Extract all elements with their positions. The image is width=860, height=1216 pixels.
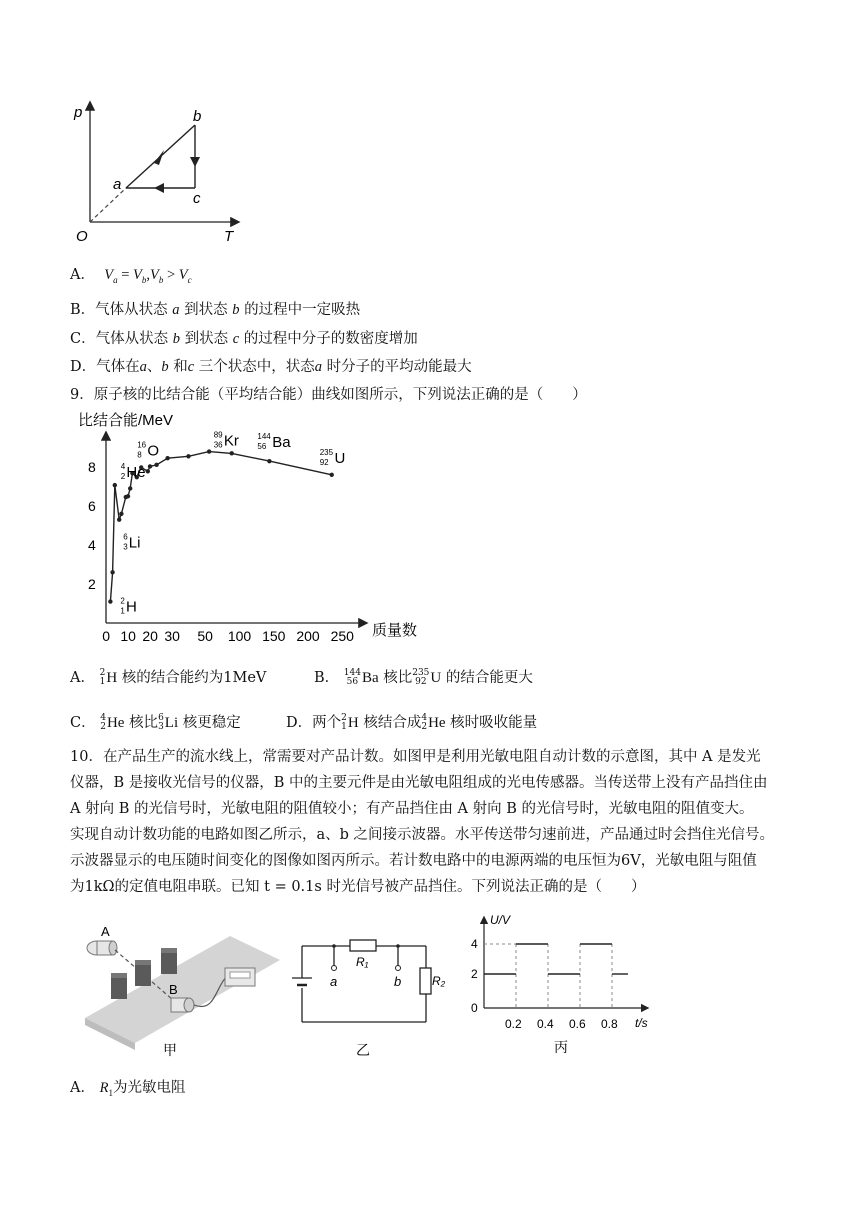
data-point xyxy=(148,464,152,468)
data-point xyxy=(165,456,169,460)
y-tick-label: 8 xyxy=(88,459,96,475)
nuclide-label-o xyxy=(137,440,159,459)
mass-number: 2 xyxy=(120,596,125,606)
nuclide-label-kr xyxy=(214,430,239,449)
label-a: A xyxy=(101,924,110,939)
x-tick-label: 30 xyxy=(164,628,180,644)
product-2 xyxy=(135,960,151,986)
element-symbol: Ba xyxy=(272,434,291,452)
q9-stem: 9．原子核的比结合能（平均结合能）曲线如图所示，下列说法正确的是（ ） xyxy=(70,387,587,403)
receiver-b xyxy=(171,998,194,1012)
arrow-b-c xyxy=(190,157,200,167)
pt-diagram xyxy=(68,95,248,250)
data-point xyxy=(117,517,121,521)
y-tick-4: 4 xyxy=(471,937,478,951)
x-tick-0.4: 0.4 xyxy=(537,1017,554,1031)
u-axis-label: U/V xyxy=(490,913,511,927)
mass-number: 6 xyxy=(123,532,128,542)
q8-option-c: C．气体从状态 b 到状态 c 的过程中分子的数密度增加 xyxy=(70,331,418,347)
x-tick-0.8: 0.8 xyxy=(601,1017,618,1031)
r1-symbol: $R_1$ xyxy=(99,1080,113,1098)
data-point xyxy=(186,454,190,458)
dashed-extension xyxy=(90,188,126,222)
q8-option-a-formula: $V_a = V_b,V_b > V_c$ xyxy=(104,267,192,285)
y-axis-label: 比结合能/MeV xyxy=(78,412,174,429)
p-label: p xyxy=(74,104,83,121)
nuclide-he4-d: 4 2 He xyxy=(421,713,446,732)
arrow-c-a xyxy=(154,183,164,193)
fig-jia-conveyor xyxy=(75,918,290,1058)
data-point xyxy=(113,483,117,487)
y-tick-label: 6 xyxy=(88,498,96,514)
data-point xyxy=(146,469,150,473)
arrow-a-b xyxy=(154,150,164,165)
atomic-number: 1 xyxy=(120,606,125,616)
y-tick-label: 4 xyxy=(88,537,96,553)
label-r2: R₂ xyxy=(432,974,446,988)
x-tick-0.6: 0.6 xyxy=(569,1017,586,1031)
element-symbol: O xyxy=(147,442,160,460)
nuclide-label-ba xyxy=(257,432,291,451)
mass-number: 4 xyxy=(120,462,126,472)
data-point xyxy=(110,570,114,574)
voltage-signal xyxy=(484,944,628,974)
nuclide-u235: 235 92 U xyxy=(412,668,442,687)
element-symbol: H xyxy=(126,598,137,616)
caption-yi: 乙 xyxy=(356,1042,370,1058)
label-b-terminal: b xyxy=(394,974,402,989)
nuclide-he4: 4 2 He xyxy=(100,713,125,732)
q8-option-d: D．气体在a、b 和c 三个状态中，状态a 时分子的平均动能最大 xyxy=(70,359,472,375)
x-tick-label: 200 xyxy=(296,628,320,644)
y-tick-0: 0 xyxy=(471,1001,478,1015)
x-tick-label: 250 xyxy=(330,628,354,644)
data-point xyxy=(154,463,158,467)
t-label: T xyxy=(224,228,234,245)
data-point xyxy=(128,486,132,490)
q9-option-c: C． 4 2 He 核比 6 3 Li 核更稳定 xyxy=(70,713,241,732)
nuclide-ba144: 144 56 Ba xyxy=(343,668,379,687)
q10-option-a: A． $R_1$为光敏电阻 xyxy=(70,1080,186,1098)
atomic-number: 36 xyxy=(213,440,223,450)
data-point xyxy=(108,599,112,603)
data-point xyxy=(119,512,123,516)
x-tick-label: 50 xyxy=(197,628,213,644)
origin-label: O xyxy=(76,228,88,245)
mass-number: 16 xyxy=(137,440,147,450)
atomic-number: 8 xyxy=(137,450,142,460)
x-tick-label: 20 xyxy=(142,628,158,644)
product-1 xyxy=(111,973,127,999)
state-a-label: a xyxy=(113,176,122,193)
data-point xyxy=(207,449,211,453)
data-point xyxy=(330,473,334,477)
binding-energy-chart xyxy=(70,405,440,650)
grid-dashes xyxy=(484,944,612,1008)
x-axis-label: 质量数 xyxy=(372,622,418,639)
x-tick-label: 100 xyxy=(227,628,252,644)
x-tick-label: 10 xyxy=(120,628,136,644)
atomic-number: 92 xyxy=(319,457,329,467)
y-tick-label: 2 xyxy=(88,576,96,592)
q8-option-a: A． $V_a = V_b,V_b > V_c$ xyxy=(70,267,192,285)
label-r1: R₁ xyxy=(356,955,369,969)
atomic-number: 3 xyxy=(123,542,128,552)
label-b: B xyxy=(169,982,178,997)
nuclide-li6: 6 3 Li xyxy=(158,713,179,732)
caption-jia: 甲 xyxy=(163,1042,177,1058)
x-tick-0.2: 0.2 xyxy=(505,1017,522,1031)
counter-display xyxy=(225,968,255,986)
label-a-terminal: a xyxy=(330,974,338,989)
y-tick-2: 2 xyxy=(471,967,478,981)
nuclide-label-li xyxy=(123,533,140,552)
atomic-number: 2 xyxy=(120,472,126,482)
q10-stem: 10．在产品生产的流水线上，常需要对产品计数。如图甲是利用光敏电阻自动计数的示意图，其中 A 是发光 仪器，B 是接收光信号的仪器，B 中的主要元件是由光敏电阻组成的光电传感器。当传送带上没有产品挡住由 A 射向 B 的光信号时，光敏电阻的阻值较小；有产品挡住由 A 射向 B 的光信号时，光敏电阻的阻值变大。 实现自动计数功能的电路如图乙所示，a、b 之间接示波器。水平传送带匀速前进，产品通过时会挡住光信号。 示波器显示的电压随时间变化的图像如图丙所示。若计数电路中的电源两端的电压恒为6V，光敏电阻与阻值 为1kΩ的定值电阻串联。已知 t = 0.1s 时光信号被产品挡住。下列说法正确的是（ ） xyxy=(70,749,775,895)
element-symbol: U xyxy=(334,449,346,467)
data-point xyxy=(230,451,234,455)
x-tick-label: 0 xyxy=(102,628,110,644)
nuclide-h2-d: 2 1 H xyxy=(341,713,359,732)
x-tick-label: 150 xyxy=(262,628,286,644)
resistor-r2 xyxy=(420,968,431,994)
nuclide-label-u xyxy=(320,448,346,467)
nuclide-label-h xyxy=(120,597,136,616)
caption-bing: 丙 xyxy=(554,1039,568,1055)
state-c-label: c xyxy=(193,190,201,207)
element-symbol: He xyxy=(126,464,146,482)
fig-yi-circuit xyxy=(290,930,450,1058)
q9-option-d: D．两个 2 1 H 核结合成 4 2 He 核时吸收能量 xyxy=(286,713,538,732)
data-point xyxy=(267,459,271,463)
element-symbol: Li xyxy=(128,534,141,552)
t-axis-label: t/s xyxy=(635,1016,648,1030)
nuclide-label-he xyxy=(121,462,146,481)
nuclide-h2: 2 1 H xyxy=(99,668,118,687)
resistor-r1 xyxy=(350,940,376,951)
emitter-a xyxy=(87,941,117,955)
fig-bing-ut-graph xyxy=(462,910,662,1058)
q9-option-a: A． 2 1 H 核的结合能约为1MeV xyxy=(70,668,267,687)
data-point xyxy=(126,494,130,498)
q8-option-b: B．气体从状态 a 到状态 b 的过程中一定吸热 xyxy=(70,302,361,318)
atomic-number: 56 xyxy=(257,442,267,452)
q9-option-b: B． 144 56 Ba 核比 235 92 U 的结合能更大 xyxy=(314,668,533,687)
product-3 xyxy=(161,948,177,974)
mass-number: 89 xyxy=(213,430,223,440)
element-symbol: Kr xyxy=(223,432,239,450)
mass-number: 144 xyxy=(257,432,271,442)
terminal-a xyxy=(332,966,337,971)
mass-number: 235 xyxy=(319,447,334,457)
state-b-label: b xyxy=(193,108,202,125)
terminal-b xyxy=(396,966,401,971)
